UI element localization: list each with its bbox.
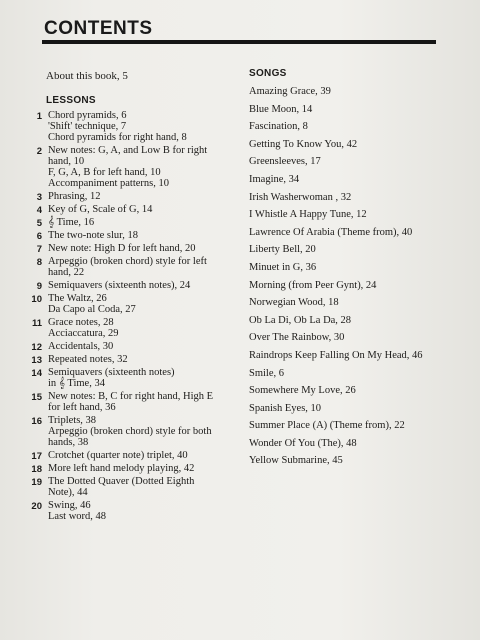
lesson-entry	[28, 476, 243, 498]
lesson-entry	[28, 145, 243, 189]
lesson-entry	[28, 341, 243, 352]
lesson-number: 11	[31, 318, 42, 329]
lesson-entry	[28, 293, 243, 315]
lesson-number: 4	[36, 205, 42, 216]
lesson-number: 8	[36, 257, 42, 268]
lesson-entry	[28, 191, 243, 202]
lesson-entry	[28, 280, 243, 291]
lesson-number: 5	[36, 218, 42, 229]
song-entry: Liberty Bell, 20	[249, 244, 316, 256]
lesson-number: 9	[36, 281, 42, 292]
lesson-line: 𝄞 Time, 16	[48, 217, 95, 228]
lessons-list	[28, 110, 243, 524]
lesson-number: 15	[31, 392, 42, 403]
lesson-line: hand, 10	[48, 156, 85, 167]
lesson-line: Chord pyramids, 6	[48, 110, 127, 121]
song-entry: Wonder Of You (The), 48	[249, 437, 357, 449]
lesson-line: The two-note slur, 18	[48, 230, 138, 241]
songs-list	[249, 83, 469, 470]
song-entry: Yellow Submarine, 45	[249, 455, 343, 467]
lesson-line: for left hand, 36	[48, 402, 116, 413]
lesson-line: The Dotted Quaver (Dotted Eighth	[48, 476, 195, 487]
lesson-entry	[28, 110, 243, 143]
song-entry: Minuet in G, 36	[249, 261, 317, 273]
song-entry: Somewhere My Love, 26	[249, 385, 356, 397]
lesson-number: 7	[36, 244, 42, 255]
lesson-line: Arpeggio (broken chord) style for both	[48, 426, 212, 437]
song-entry: Getting To Know You, 42	[249, 138, 358, 150]
song-entry: Lawrence Of Arabia (Theme from), 40	[249, 226, 413, 238]
title-rule	[42, 40, 436, 44]
lesson-line: Phrasing, 12	[48, 191, 101, 202]
lesson-number: 19	[31, 477, 42, 488]
lesson-entry	[28, 256, 243, 278]
lessons-heading: LESSONS	[46, 95, 96, 106]
lesson-line: Accompaniment patterns, 10	[48, 178, 170, 189]
lesson-number: 6	[36, 231, 42, 242]
lesson-line: Grace notes, 28	[48, 317, 114, 328]
lesson-line: Acciaccatura, 29	[48, 328, 119, 339]
lesson-line: in 𝄞 Time, 34	[48, 378, 105, 389]
song-entry: Blue Moon, 14	[249, 103, 313, 115]
lesson-line: Arpeggio (broken chord) style for left	[48, 256, 207, 267]
lesson-entry	[28, 243, 243, 254]
lesson-number: 20	[31, 501, 42, 512]
song-entry: Norwegian Wood, 18	[249, 297, 339, 309]
lesson-line: Chord pyramids for right hand, 8	[48, 132, 187, 143]
lesson-line: Key of G, Scale of G, 14	[48, 204, 153, 215]
lesson-number: 10	[31, 294, 42, 305]
lesson-entry	[28, 391, 243, 413]
lesson-line: More left hand melody playing, 42	[48, 463, 195, 474]
lesson-line: Da Capo al Coda, 27	[48, 304, 136, 315]
lesson-line: New note: High D for left hand, 20	[48, 243, 196, 254]
lesson-line: hand, 22	[48, 267, 85, 278]
song-entry: Irish Washerwoman , 32	[249, 191, 352, 203]
lesson-number: 14	[31, 368, 42, 379]
lesson-number: 3	[36, 192, 42, 203]
song-entry: Greensleeves, 17	[249, 156, 321, 168]
lesson-line: Semiquavers (sixteenth notes)	[48, 367, 175, 378]
lesson-line: Accidentals, 30	[48, 341, 114, 352]
lesson-line: Crotchet (quarter note) triplet, 40	[48, 450, 188, 461]
song-entry: Over The Rainbow, 30	[249, 332, 345, 344]
lesson-number: 12	[31, 342, 42, 353]
lesson-number: 17	[31, 451, 42, 462]
song-entry: I Whistle A Happy Tune, 12	[249, 209, 367, 221]
song-entry: Fascination, 8	[249, 121, 308, 133]
lesson-line: 'Shift' technique, 7	[48, 121, 127, 132]
songs-heading: SONGS	[249, 68, 287, 79]
song-entry: Morning (from Peer Gynt), 24	[249, 279, 377, 291]
song-entry: Raindrops Keep Falling On My Head, 46	[249, 349, 423, 361]
lesson-entry	[28, 317, 243, 339]
song-entry: Summer Place (A) (Theme from), 22	[249, 420, 405, 432]
lesson-entry	[28, 204, 243, 215]
lesson-line: hands, 38	[48, 437, 89, 448]
lesson-entry	[28, 354, 243, 365]
lesson-entry	[28, 367, 243, 389]
lesson-number: 2	[36, 146, 42, 157]
about-entry: About this book, 5	[46, 70, 128, 82]
song-entry: Amazing Grace, 39	[249, 86, 331, 97]
song-entry: Imagine, 34	[249, 173, 300, 185]
lesson-line: F, G, A, B for left hand, 10	[48, 167, 161, 178]
page-title: CONTENTS	[44, 18, 153, 39]
lesson-line: Note), 44	[48, 487, 88, 498]
lesson-line: Last word, 48	[48, 511, 107, 522]
lesson-entry	[28, 463, 243, 474]
lesson-number: 13	[31, 355, 42, 366]
lesson-line: The Waltz, 26	[48, 293, 107, 304]
lesson-entry	[28, 500, 243, 522]
lesson-line: New notes: G, A, and Low B for right	[48, 145, 208, 156]
lesson-number: 1	[36, 111, 42, 122]
lesson-entry	[28, 450, 243, 461]
lesson-entry	[28, 217, 243, 228]
lesson-number: 18	[31, 464, 42, 475]
lesson-number: 16	[31, 416, 42, 427]
lesson-entry	[28, 230, 243, 241]
lesson-line: New notes: B, C for right hand, High E	[48, 391, 214, 402]
lesson-line: Swing, 46	[48, 500, 91, 511]
song-entry: Ob La Di, Ob La Da, 28	[249, 314, 352, 326]
lesson-entry	[28, 415, 243, 448]
lesson-line: Semiquavers (sixteenth notes), 24	[48, 280, 191, 291]
lesson-line: Triplets, 38	[48, 415, 97, 426]
song-entry: Spanish Eyes, 10	[249, 402, 322, 414]
lesson-line: Repeated notes, 32	[48, 354, 128, 365]
song-entry: Smile, 6	[249, 367, 285, 379]
